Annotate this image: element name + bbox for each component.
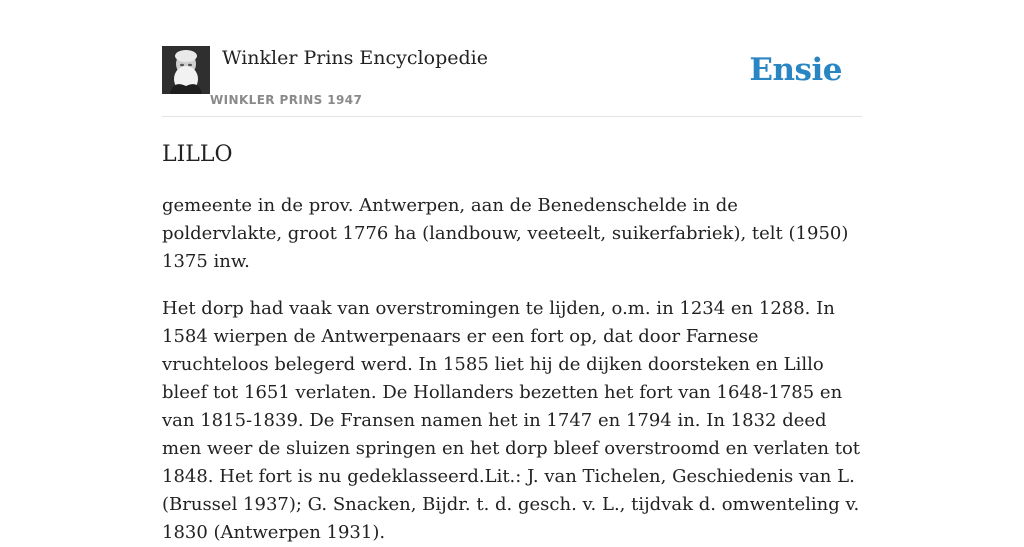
article-paragraph: gemeente in de prov. Antwerpen, aan de Benedenschelde in de poldervlakte, groot 1776 ha (landbouw, veeteelt, suikerfabriek), telt (1950) 1375 inw. (162, 195, 849, 272)
article-body (162, 140, 862, 547)
page-header (162, 46, 862, 117)
edition-label[interactable]: WINKLER PRINS 1947 (210, 93, 363, 107)
article-headword: LILLO (162, 142, 233, 167)
bearded-man-portrait-icon (162, 46, 210, 94)
article-paragraph: Het dorp had vaak van overstromingen te lijden, o.m. in 1234 en 1288. In 1584 wierpen de Antwerpenaars er een fort op, dat door Farnese vruchteloos belegerd werd. In 1585 liet hij de dijken doorsteken en Lillo bleef tot 1651 verlaten. De Hollanders bezetten het fort van 1648-1785 en van 1815-1839. De Fransen namen het in 1747 en 1794 in. In 1832 deed men weer de sluizen springen en het dorp bleef overstroomd en verlaten tot 1848. Het fort is nu gedeklasseerd.Lit.: J. van Tichelen, Geschiedenis van L. (Brussel 1937); G. Snacken, Bijdr. t. d. gesch. v. L., tijdvak d. omwenteling v. 1830 (Antwerpen 1931). (162, 298, 861, 543)
author-avatar[interactable] (162, 46, 210, 94)
site-title[interactable]: Winkler Prins Encyclopedie (222, 47, 488, 69)
brand-logo[interactable]: Ensie (749, 52, 842, 88)
